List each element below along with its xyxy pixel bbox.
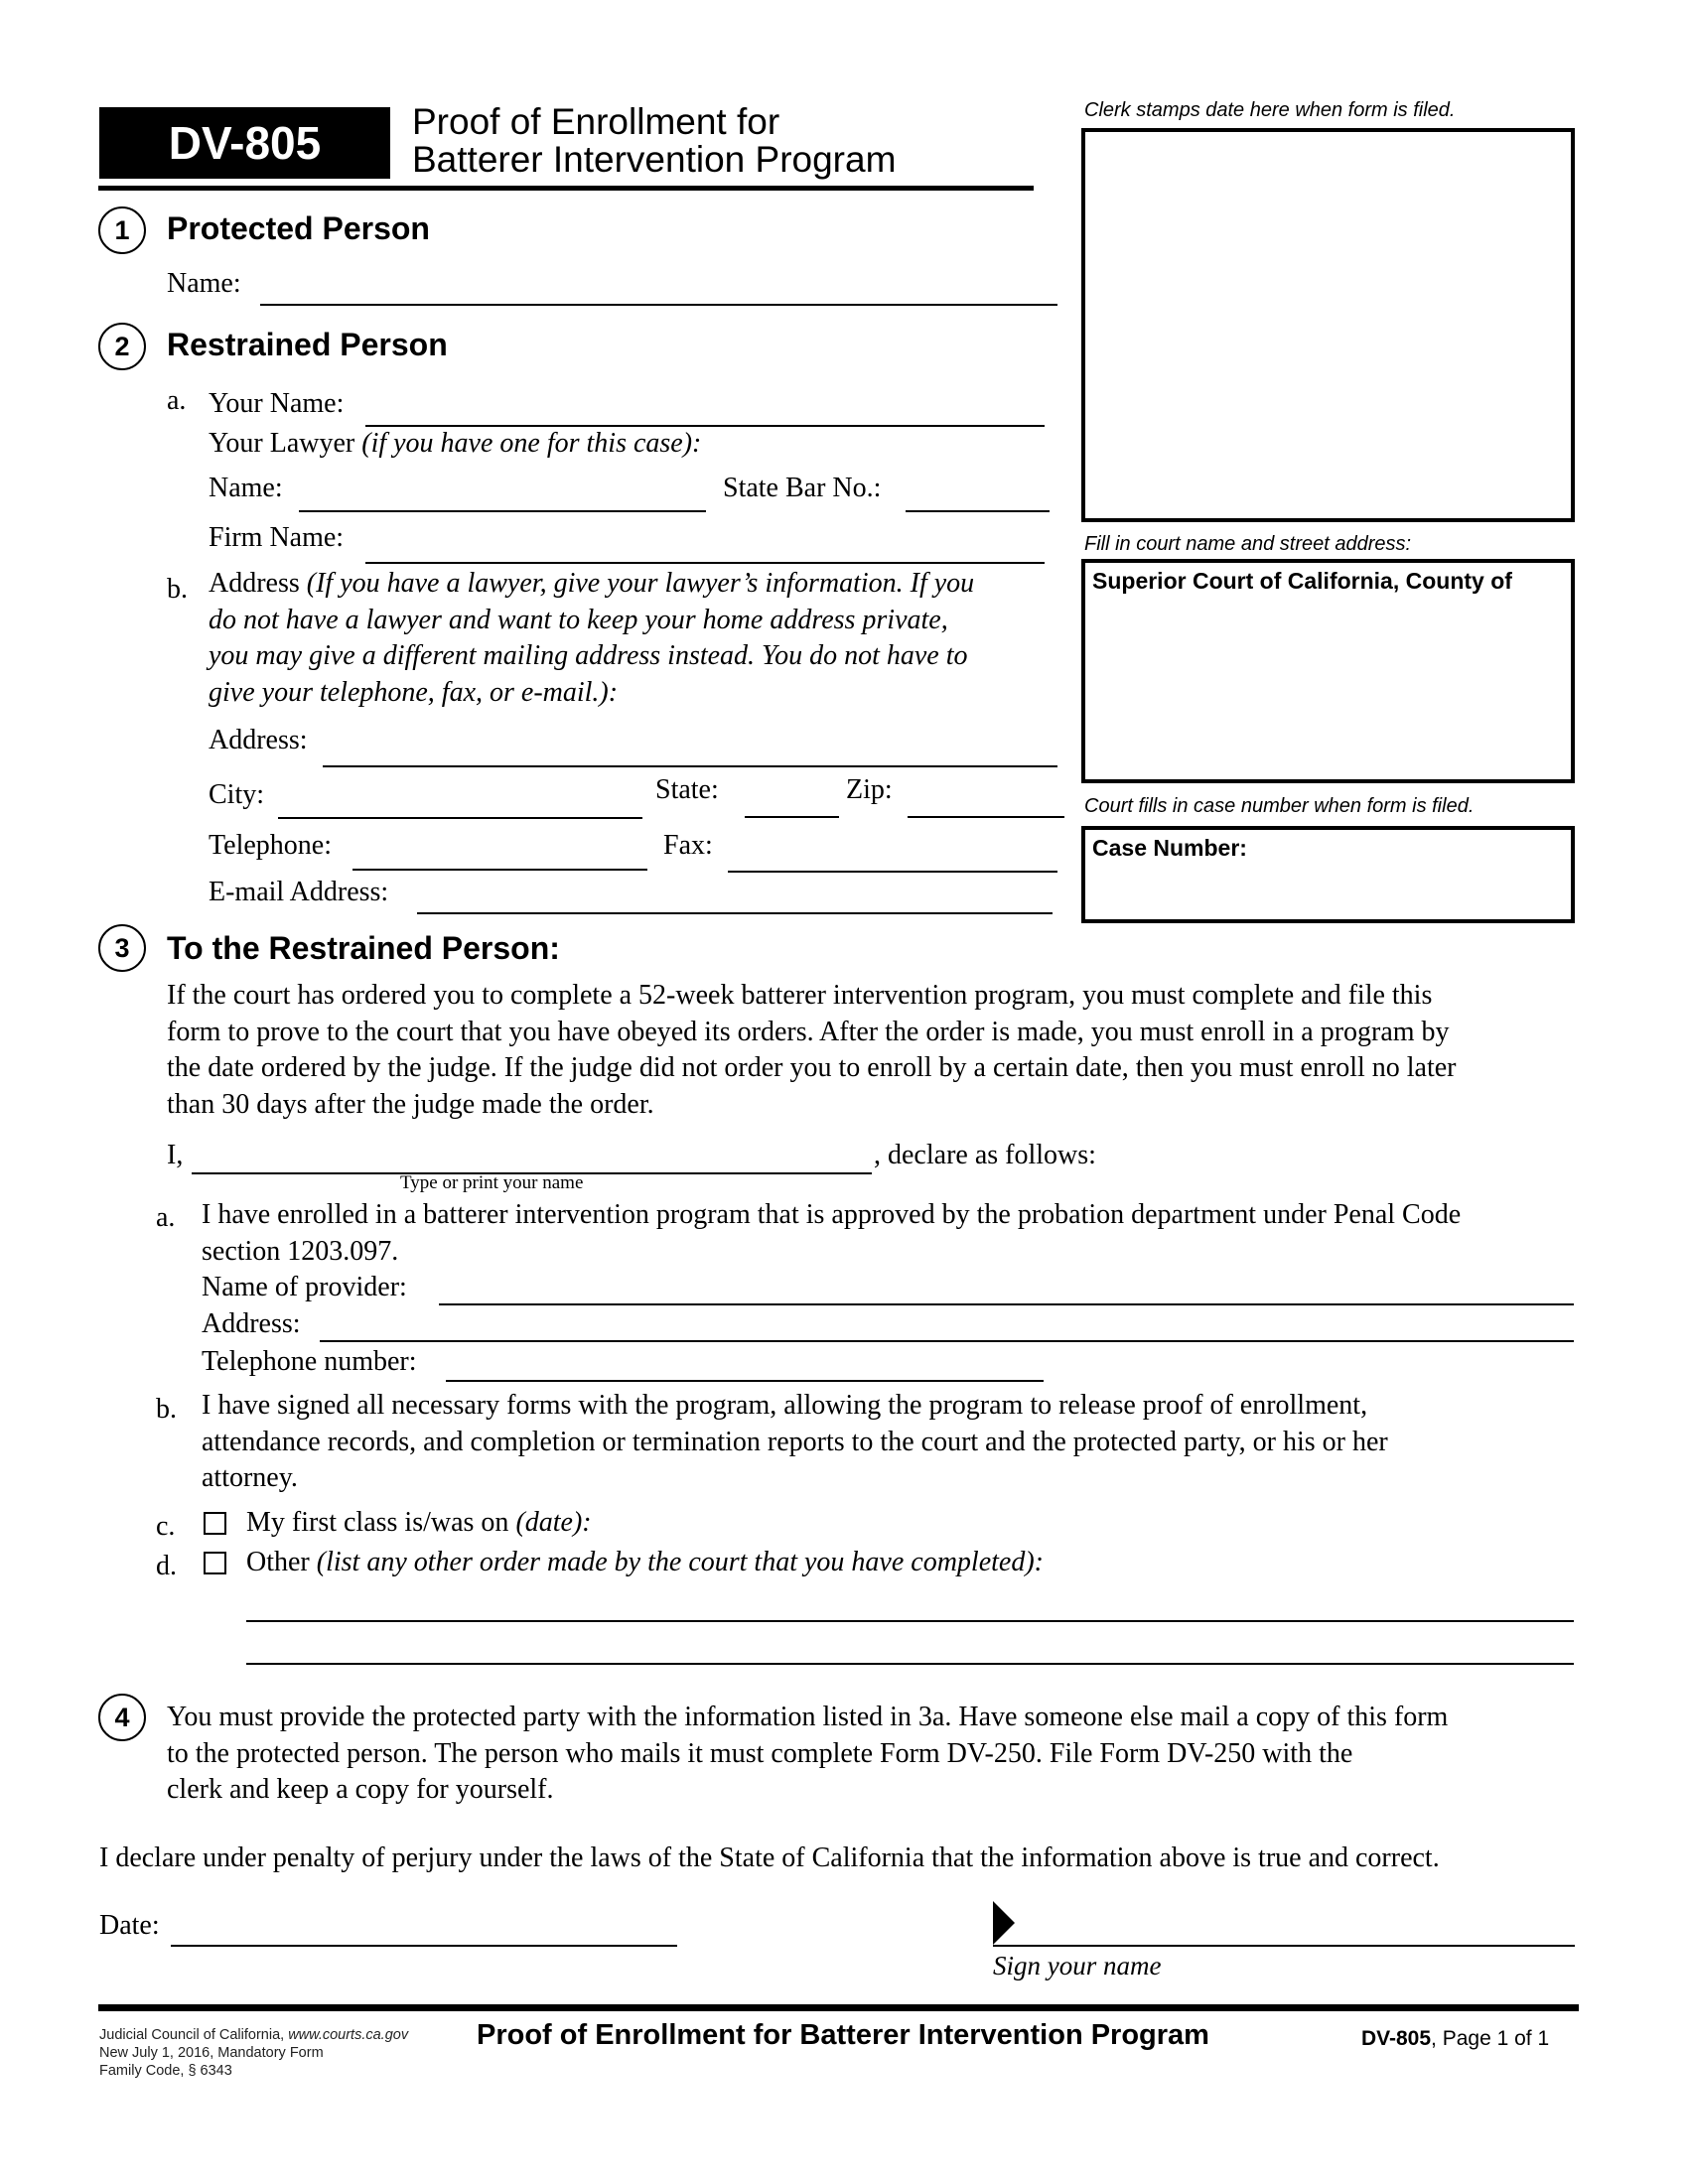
- item-b-marker: b.: [167, 574, 188, 605]
- clerk-stamp-box: [1081, 128, 1575, 522]
- provider-name-field[interactable]: [439, 1303, 1574, 1305]
- provider-phone-label: Telephone number:: [202, 1346, 417, 1377]
- your-name-label: Your Name:: [209, 388, 345, 419]
- intro-line-1: If the court has ordered you to complete a 52-week batterer intervention program, you must complete and file this: [167, 980, 1433, 1011]
- court-address-box[interactable]: [1081, 559, 1575, 783]
- item-3b-line-2: attendance records, and completion or termination reports to the court and the protected party, or his or her: [202, 1426, 1388, 1457]
- first-class-label: My first class is/was on: [246, 1507, 509, 1538]
- email-label: E-mail Address:: [209, 877, 389, 907]
- zip-label: Zip:: [846, 774, 893, 805]
- item-3d-marker: d.: [156, 1551, 177, 1581]
- state-label: State:: [655, 774, 719, 805]
- item-3b-marker: b.: [156, 1394, 177, 1425]
- declare-suffix: , declare as follows:: [874, 1140, 1096, 1170]
- declare-prefix: I,: [167, 1140, 184, 1170]
- section-3-heading: To the Restrained Person:: [167, 930, 560, 966]
- address-note-2: do not have a lawyer and want to keep your home address private,: [209, 604, 948, 635]
- state-field[interactable]: [745, 816, 839, 818]
- footer-rule: [98, 2004, 1579, 2011]
- case-number-caption: Court fills in case number when form is filed.: [1084, 795, 1475, 817]
- court-address-caption: Fill in court name and street address:: [1084, 533, 1412, 555]
- other-field-line-1[interactable]: [246, 1620, 1574, 1622]
- date-label: Date:: [99, 1910, 160, 1941]
- first-class-note: (date):: [515, 1507, 592, 1538]
- intro-line-4: than 30 days after the judge made the order.: [167, 1088, 654, 1120]
- item-3c-marker: c.: [156, 1511, 176, 1542]
- your-lawyer-label: [209, 430, 701, 458]
- sign-arrow-icon: [993, 1901, 1015, 1945]
- protected-name-field[interactable]: [260, 304, 1057, 306]
- perjury-declaration: I declare under penalty of perjury under the laws of the State of California that the information above is true and correct.: [99, 1843, 1440, 1873]
- fax-label: Fax:: [663, 830, 713, 861]
- address-field[interactable]: [323, 765, 1057, 767]
- your-name-field[interactable]: [365, 425, 1045, 427]
- item-3d-text: [246, 1549, 1044, 1576]
- clerk-stamp-caption: Clerk stamps date here when form is filed.: [1084, 99, 1456, 121]
- city-field[interactable]: [278, 817, 642, 819]
- item-a-marker: a.: [167, 385, 187, 416]
- item-3a-text: [202, 1197, 1592, 1270]
- provider-name-label: Name of provider:: [202, 1272, 407, 1302]
- section-2-number: 2: [98, 323, 146, 370]
- email-field[interactable]: [417, 912, 1053, 914]
- footer-form-number: DV-805: [1361, 2027, 1432, 2050]
- lawyer-note: (if you have one for this case):: [361, 428, 702, 459]
- section-3-number: 3: [98, 924, 146, 972]
- declarant-name-caption: Type or print your name: [400, 1172, 584, 1193]
- item-3a-marker: a.: [156, 1202, 176, 1233]
- footer-page-info: [1361, 2027, 1549, 2051]
- other-label: Other: [246, 1547, 310, 1577]
- intro-line-3: the date ordered by the judge. If the judge did not order you to enroll by a certain date, then you must enroll no later: [167, 1052, 1457, 1083]
- form-number-block: [99, 107, 390, 179]
- item-3b-line-3: attorney.: [202, 1462, 298, 1493]
- section-4-line-1: You must provide the protected party with the information listed in 3a. Have someone else mail a copy of this form: [167, 1702, 1449, 1732]
- item-3a-line-2: section 1203.097.: [202, 1235, 399, 1267]
- provider-phone-field[interactable]: [446, 1380, 1044, 1382]
- other-note: (list any other order made by the court that you have completed):: [316, 1547, 1044, 1577]
- header-rule: [98, 186, 1034, 191]
- form-title-line2: Batterer Intervention Program: [412, 139, 897, 180]
- provider-address-field[interactable]: [320, 1340, 1574, 1342]
- address-label: Address: [209, 568, 300, 599]
- section-1-heading: Protected Person: [167, 210, 430, 246]
- section-4-number: 4: [98, 1694, 146, 1741]
- section-4-line-2: to the protected person. The person who mails it must complete Form DV-250. File Form DV-250 with the: [167, 1737, 1353, 1769]
- lawyer-name-label: Name:: [209, 473, 283, 503]
- item-3b-text: [202, 1388, 1592, 1497]
- state-bar-label: State Bar No.:: [723, 473, 882, 503]
- protected-name-label: Name:: [167, 268, 241, 299]
- lawyer-name-field[interactable]: [299, 510, 706, 512]
- footer-council: Judicial Council of California,: [99, 2027, 285, 2043]
- footer-website[interactable]: www.courts.ca.gov: [288, 2027, 409, 2043]
- footer-code: Family Code, § 6343: [99, 2063, 232, 2079]
- address-note-4: give your telephone, fax, or e-mail.):: [209, 676, 619, 708]
- case-number-box[interactable]: [1081, 826, 1575, 923]
- court-name-label: Superior Court of California, County of: [1092, 568, 1512, 594]
- footer-page: , Page 1 of 1: [1431, 2027, 1550, 2050]
- telephone-field[interactable]: [352, 869, 647, 871]
- footer-revision: New July 1, 2016, Mandatory Form: [99, 2045, 324, 2061]
- firm-name-field[interactable]: [365, 562, 1045, 564]
- section-2-heading: Restrained Person: [167, 327, 448, 362]
- other-field-line-2[interactable]: [246, 1663, 1574, 1665]
- section-4-line-3: clerk and keep a copy for yourself.: [167, 1774, 554, 1805]
- form-title-line1: Proof of Enrollment for: [412, 101, 780, 142]
- intro-line-2: form to prove to the court that you have obeyed its orders. After the order is made, you must enroll in a program by: [167, 1016, 1450, 1047]
- section-3-intro: [167, 978, 1597, 1123]
- case-number-label: Case Number:: [1092, 835, 1247, 861]
- firm-name-label: Firm Name:: [209, 522, 345, 553]
- item-3b-line-1: I have signed all necessary forms with the program, allowing the program to release proof of enrollment,: [202, 1390, 1368, 1421]
- section-4-text: [167, 1700, 1587, 1809]
- footer-title: Proof of Enrollment for Batterer Intervention Program: [477, 2019, 1209, 2051]
- fax-field[interactable]: [728, 871, 1057, 873]
- provider-address-label: Address:: [202, 1308, 301, 1339]
- signature-field[interactable]: [993, 1945, 1575, 1947]
- address-instructions: [209, 566, 1062, 711]
- footer-meta: [99, 2026, 408, 2080]
- address-note-1: (If you have a lawyer, give your lawyer’s information. If you: [306, 568, 975, 599]
- item-3c-text: [246, 1509, 592, 1537]
- state-bar-field[interactable]: [906, 510, 1050, 512]
- zip-field[interactable]: [908, 816, 1064, 818]
- other-checkbox[interactable]: [204, 1552, 226, 1574]
- city-label: City:: [209, 779, 265, 810]
- address-note-3: you may give a different mailing address instead. You do not have to: [209, 640, 968, 671]
- item-3a-line-1: I have enrolled in a batterer intervention program that is approved by the probation department under Penal Code: [202, 1199, 1462, 1230]
- first-class-checkbox[interactable]: [204, 1512, 226, 1535]
- sign-caption: Sign your name: [993, 1951, 1162, 1980]
- form-number: DV-805: [168, 117, 322, 169]
- address-field-label: Address:: [209, 725, 308, 755]
- form-title: [412, 103, 896, 179]
- section-1-number: 1: [98, 206, 146, 254]
- lawyer-label: Your Lawyer: [209, 428, 355, 459]
- telephone-label: Telephone:: [209, 830, 332, 861]
- date-field[interactable]: [171, 1945, 677, 1947]
